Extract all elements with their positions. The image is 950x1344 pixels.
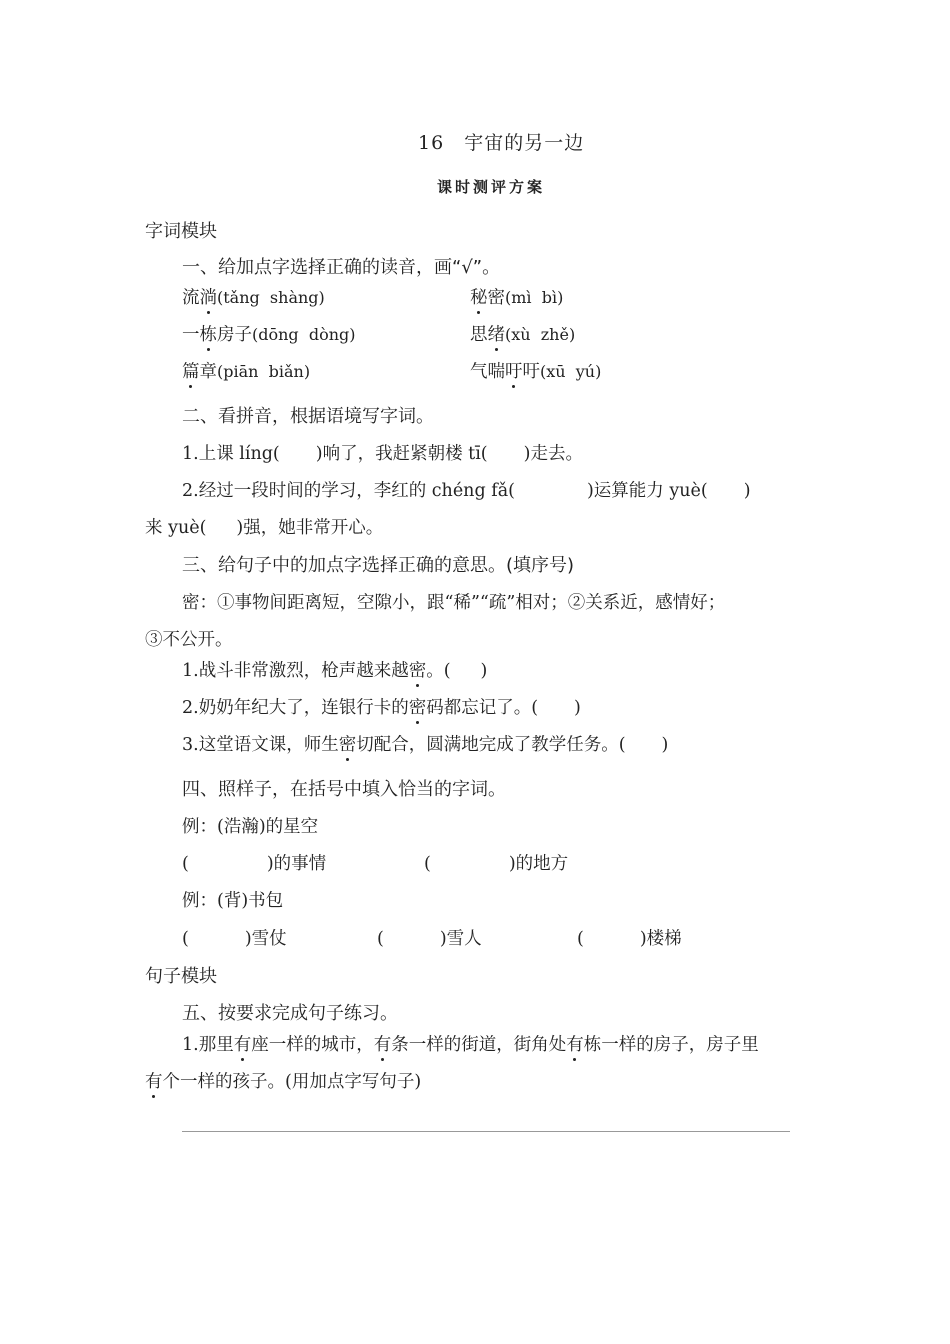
q1-item: 气喘吁吁(xū yú) — [470, 358, 601, 383]
q4-example-2: 例：(背)书包 — [182, 891, 284, 911]
dotted-char: 密 — [409, 694, 427, 719]
q1-item: 一栋房子(dōng dòng) — [182, 321, 356, 346]
pinyin-options: (xū yú) — [540, 362, 602, 381]
dotted-char: 绪 — [488, 321, 506, 346]
pinyin-options: (dōng dòng) — [252, 325, 356, 344]
q1-item: 流淌(tǎng shàng) — [182, 284, 325, 309]
q4-blank: ( )的事情 — [182, 854, 327, 874]
pinyin-options: (tǎng shàng) — [217, 288, 325, 307]
q4-blank: ( )雪仗 — [182, 929, 287, 949]
q2-heading: 二、看拼音，根据语境写字词。 — [182, 406, 434, 427]
q1-item: 秘密(mì bì) — [470, 284, 563, 309]
pinyin-options: (mì bì) — [505, 288, 564, 307]
dotted-char: 有 — [234, 1031, 252, 1056]
q5-sentence-1: 1.那里有座一样的城市，有条一样的街道，街角处有栋一样的房子，房子里 — [182, 1031, 759, 1056]
answer-line[interactable] — [182, 1131, 790, 1132]
q5-sentence-1-cont: 有个一样的孩子。(用加点字写句子) — [145, 1068, 421, 1093]
dotted-char: 密 — [409, 657, 427, 682]
q3-definition-cont: ③不公开。 — [145, 630, 233, 650]
q2-sentence-2-cont: 来 yuè( )强，她非常开心。 — [145, 518, 384, 538]
dotted-char: 密 — [339, 731, 357, 756]
pinyin-options: (xù zhě) — [505, 325, 576, 344]
q4-blank: ( )楼梯 — [577, 929, 682, 949]
lesson-title — [418, 128, 584, 155]
q2-sentence-1: 1.上课 líng( )响了，我赶紧朝楼 tī( )走去。 — [182, 444, 583, 464]
dotted-char: 篇 — [182, 358, 200, 383]
subtitle: 课时测评方案 — [437, 178, 546, 196]
q3-heading: 三、给句子中的加点字选择正确的意思。(填序号) — [182, 555, 575, 576]
q3-sentence-1: 1.战斗非常激烈，枪声越来越密。( ) — [182, 657, 487, 682]
lesson-number: 16 — [418, 132, 445, 154]
q5-heading: 五、按要求完成句子练习。 — [182, 1003, 398, 1024]
q3-sentence-3: 3.这堂语文课，师生密切配合，圆满地完成了教学任务。( ) — [182, 731, 668, 756]
q4-blank: ( )的地方 — [424, 854, 569, 874]
dotted-char: 有 — [145, 1068, 163, 1093]
q4-heading: 四、照样子，在括号中填入恰当的字词。 — [182, 779, 506, 800]
dotted-char: 有 — [566, 1031, 584, 1056]
q3-definition: 密：①事物间距离短，空隙小，跟“稀”“疏”相对；②关系近，感情好； — [182, 593, 726, 613]
dotted-char: 秘 — [470, 284, 488, 309]
q3-sentence-2: 2.奶奶年纪大了，连银行卡的密码都忘记了。( ) — [182, 694, 581, 719]
dotted-char: 栋 — [200, 321, 218, 346]
q1-item: 篇章(piān biǎn) — [182, 358, 310, 383]
q4-example-1: 例：(浩瀚)的星空 — [182, 817, 319, 837]
module-title-sentences: 句子模块 — [145, 966, 217, 987]
lesson-name: 宇宙的另一边 — [464, 132, 585, 154]
dotted-char: 吁 — [505, 358, 523, 383]
q1-item: 思绪(xù zhě) — [470, 321, 575, 346]
q1-heading: 一、给加点字选择正确的读音，画“√”。 — [182, 257, 501, 278]
dotted-char: 有 — [374, 1031, 392, 1056]
module-title-words: 字词模块 — [145, 221, 217, 242]
dotted-char: 淌 — [200, 284, 218, 309]
q4-blank: ( )雪人 — [377, 929, 482, 949]
q2-sentence-2: 2.经过一段时间的学习，李红的 chéng fǎ( )运算能力 yuè( ) — [182, 481, 751, 501]
pinyin-options: (piān biǎn) — [217, 362, 311, 381]
